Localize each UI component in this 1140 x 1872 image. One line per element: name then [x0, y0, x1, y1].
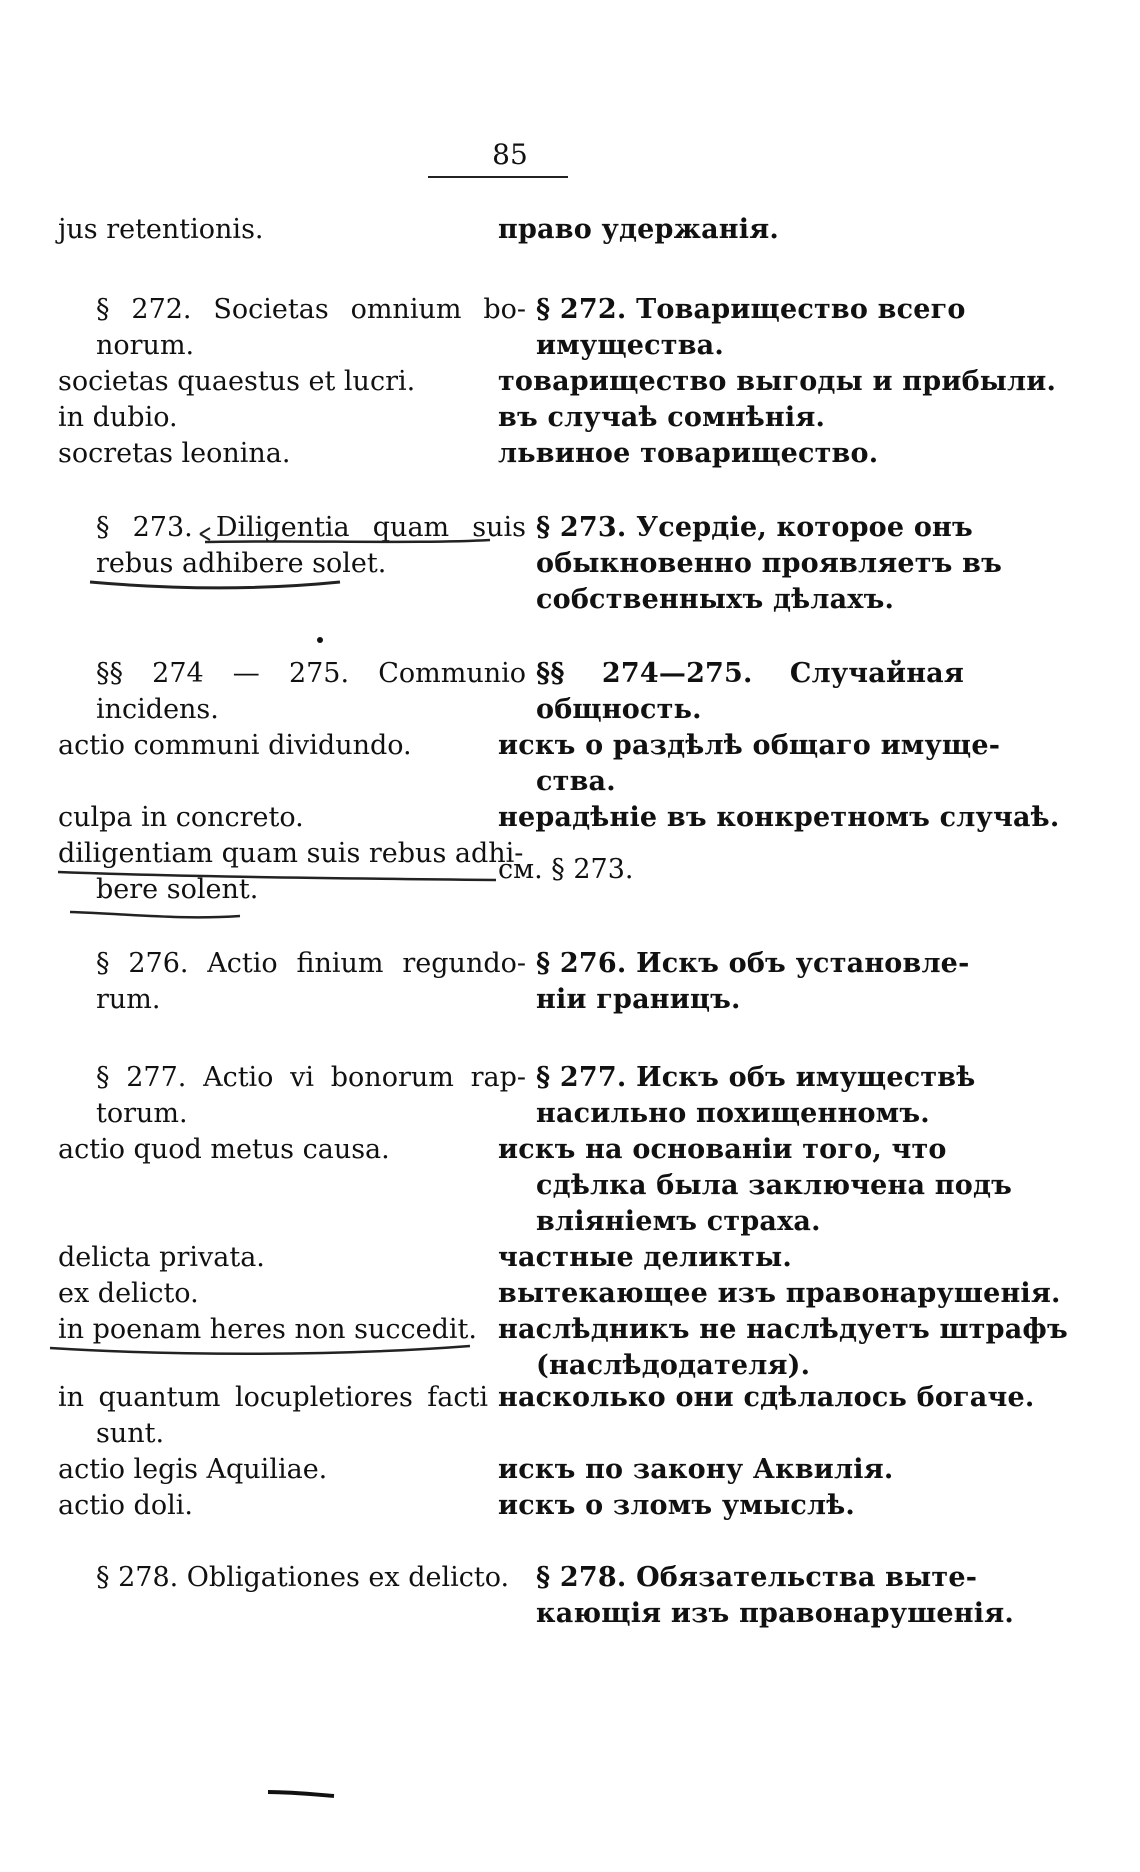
page-number: 85: [492, 138, 528, 171]
page-number-rule: [428, 176, 568, 178]
russian-section-278-line2: кающія изъ правонарушенія.: [536, 1598, 1014, 1629]
latin-section-276-line1: § 276. Actio finium regundo-: [96, 948, 526, 979]
latin-section-274-line2: incidens.: [96, 694, 219, 725]
latin-section-278: § 278. Obligationes ex delicto.: [96, 1562, 510, 1593]
latin-in-dubio: in dubio.: [58, 402, 178, 433]
russian-section-273-line2: обыкновенно проявляетъ въ: [536, 548, 1003, 579]
russian-isk-na-osnovanii-line3: вліяніемъ страха.: [536, 1206, 821, 1237]
latin-ex-delicto: ex delicto.: [58, 1278, 199, 1309]
russian-section-276-line1: § 276. Искъ объ установле-: [536, 948, 970, 979]
latin-societas-quaestus: societas quaestus et lucri.: [58, 366, 416, 397]
russian-chastnye-delikty: частные деликты.: [498, 1242, 792, 1273]
russian-isk-o-zlom-umysle: искъ о зломъ умыслѣ.: [498, 1490, 855, 1521]
mark-bottom: [268, 1792, 334, 1796]
russian-naslednik-line1: наслѣдникъ не наслѣдуетъ штрафъ: [498, 1314, 1068, 1345]
russian-section-276-line2: ніи границъ.: [536, 984, 741, 1015]
russian-section-277-line1: § 277. Искъ объ имуществѣ: [536, 1062, 976, 1093]
latin-in-quantum-line1: in quantum locupletiores facti: [58, 1382, 488, 1413]
russian-neradenie: нерадѣніе въ конкретномъ случаѣ.: [498, 802, 1060, 833]
latin-section-277-line2: torum.: [96, 1098, 188, 1129]
latin-in-poenam: in poenam heres non succedit.: [58, 1314, 477, 1345]
russian-isk-o-razdele-line2: ства.: [536, 766, 616, 797]
russian-vytekayushchee: вытекающее изъ правонарушенія.: [498, 1278, 1061, 1309]
russian-section-278-line1: § 278. Обязательства выте-: [536, 1562, 978, 1593]
russian-pravo-uderzhaniya: право удержанія.: [498, 214, 779, 245]
latin-section-277-line1: § 277. Actio vi bonorum rap-: [96, 1062, 526, 1093]
russian-cross-reference: см. § 273.: [498, 854, 634, 885]
latin-section-273-line1: § 273. Diligentia quam suis: [96, 512, 526, 543]
latin-section-272-line1: § 272. Societas omnium bo-: [96, 294, 526, 325]
latin-section-276-line2: rum.: [96, 984, 161, 1015]
russian-tovarishchestvo-vygody: товарищество выгоды и прибыли.: [498, 366, 1057, 397]
russian-isk-na-osnovanii-line2: сдѣлка была заключена подъ: [536, 1170, 1013, 1201]
latin-delicta-privata: delicta privata.: [58, 1242, 265, 1273]
latin-section-274-line1: §§ 274 — 275. Communio: [96, 658, 526, 689]
latin-jus-retentionis: jus retentionis.: [58, 214, 264, 245]
latin-culpa-in-concreto: culpa in concreto.: [58, 802, 304, 833]
latin-actio-communi: actio communi dividundo.: [58, 730, 412, 761]
latin-section-272-line2: norum.: [96, 330, 195, 361]
latin-diligentiam-line1: diligentiam quam suis rebus adhi-: [58, 838, 524, 869]
latin-actio-doli: actio doli.: [58, 1490, 193, 1521]
latin-section-273-line2: rebus adhibere solet.: [96, 548, 387, 579]
russian-v-sluchae-somneniya: въ случаѣ сомнѣнія.: [498, 402, 826, 433]
russian-naskolko: насколько они сдѣлалось богаче.: [498, 1382, 1035, 1413]
russian-section-274-line1: §§ 274—275. Случайная: [536, 658, 964, 689]
russian-lvinoe-tovarishchestvo: львиное товарищество.: [498, 438, 879, 469]
russian-isk-po-zakonu: искъ по закону Аквилія.: [498, 1454, 894, 1485]
russian-section-273-line1: § 273. Усердіе, которое онъ: [536, 512, 973, 543]
russian-section-272-line2: имущества.: [536, 330, 724, 361]
russian-isk-na-osnovanii-line1: искъ на основаніи того, что: [498, 1134, 947, 1165]
russian-section-274-line2: общность.: [536, 694, 702, 725]
underline-diligentiam-b: [70, 912, 240, 917]
latin-actio-legis-aquiliae: actio legis Aquiliae.: [58, 1454, 328, 1485]
ink-dot: [317, 637, 323, 643]
russian-naslednik-line2: (наслѣдодателя).: [536, 1350, 811, 1381]
latin-in-quantum-line2: sunt.: [96, 1418, 165, 1449]
russian-section-273-line3: собственныхъ дѣлахъ.: [536, 584, 895, 615]
latin-actio-quod-metus: actio quod metus causa.: [58, 1134, 390, 1165]
underline-273-b: [90, 582, 340, 588]
latin-diligentiam-line2: bere solent.: [96, 874, 259, 905]
russian-section-277-line2: насильно похищенномъ.: [536, 1098, 930, 1129]
russian-section-272-line1: § 272. Товарищество всего: [536, 294, 966, 325]
russian-isk-o-razdele-line1: искъ о раздѣлѣ общаго имуще-: [498, 730, 1001, 761]
latin-societas-leonina: socretas leonina.: [58, 438, 291, 469]
